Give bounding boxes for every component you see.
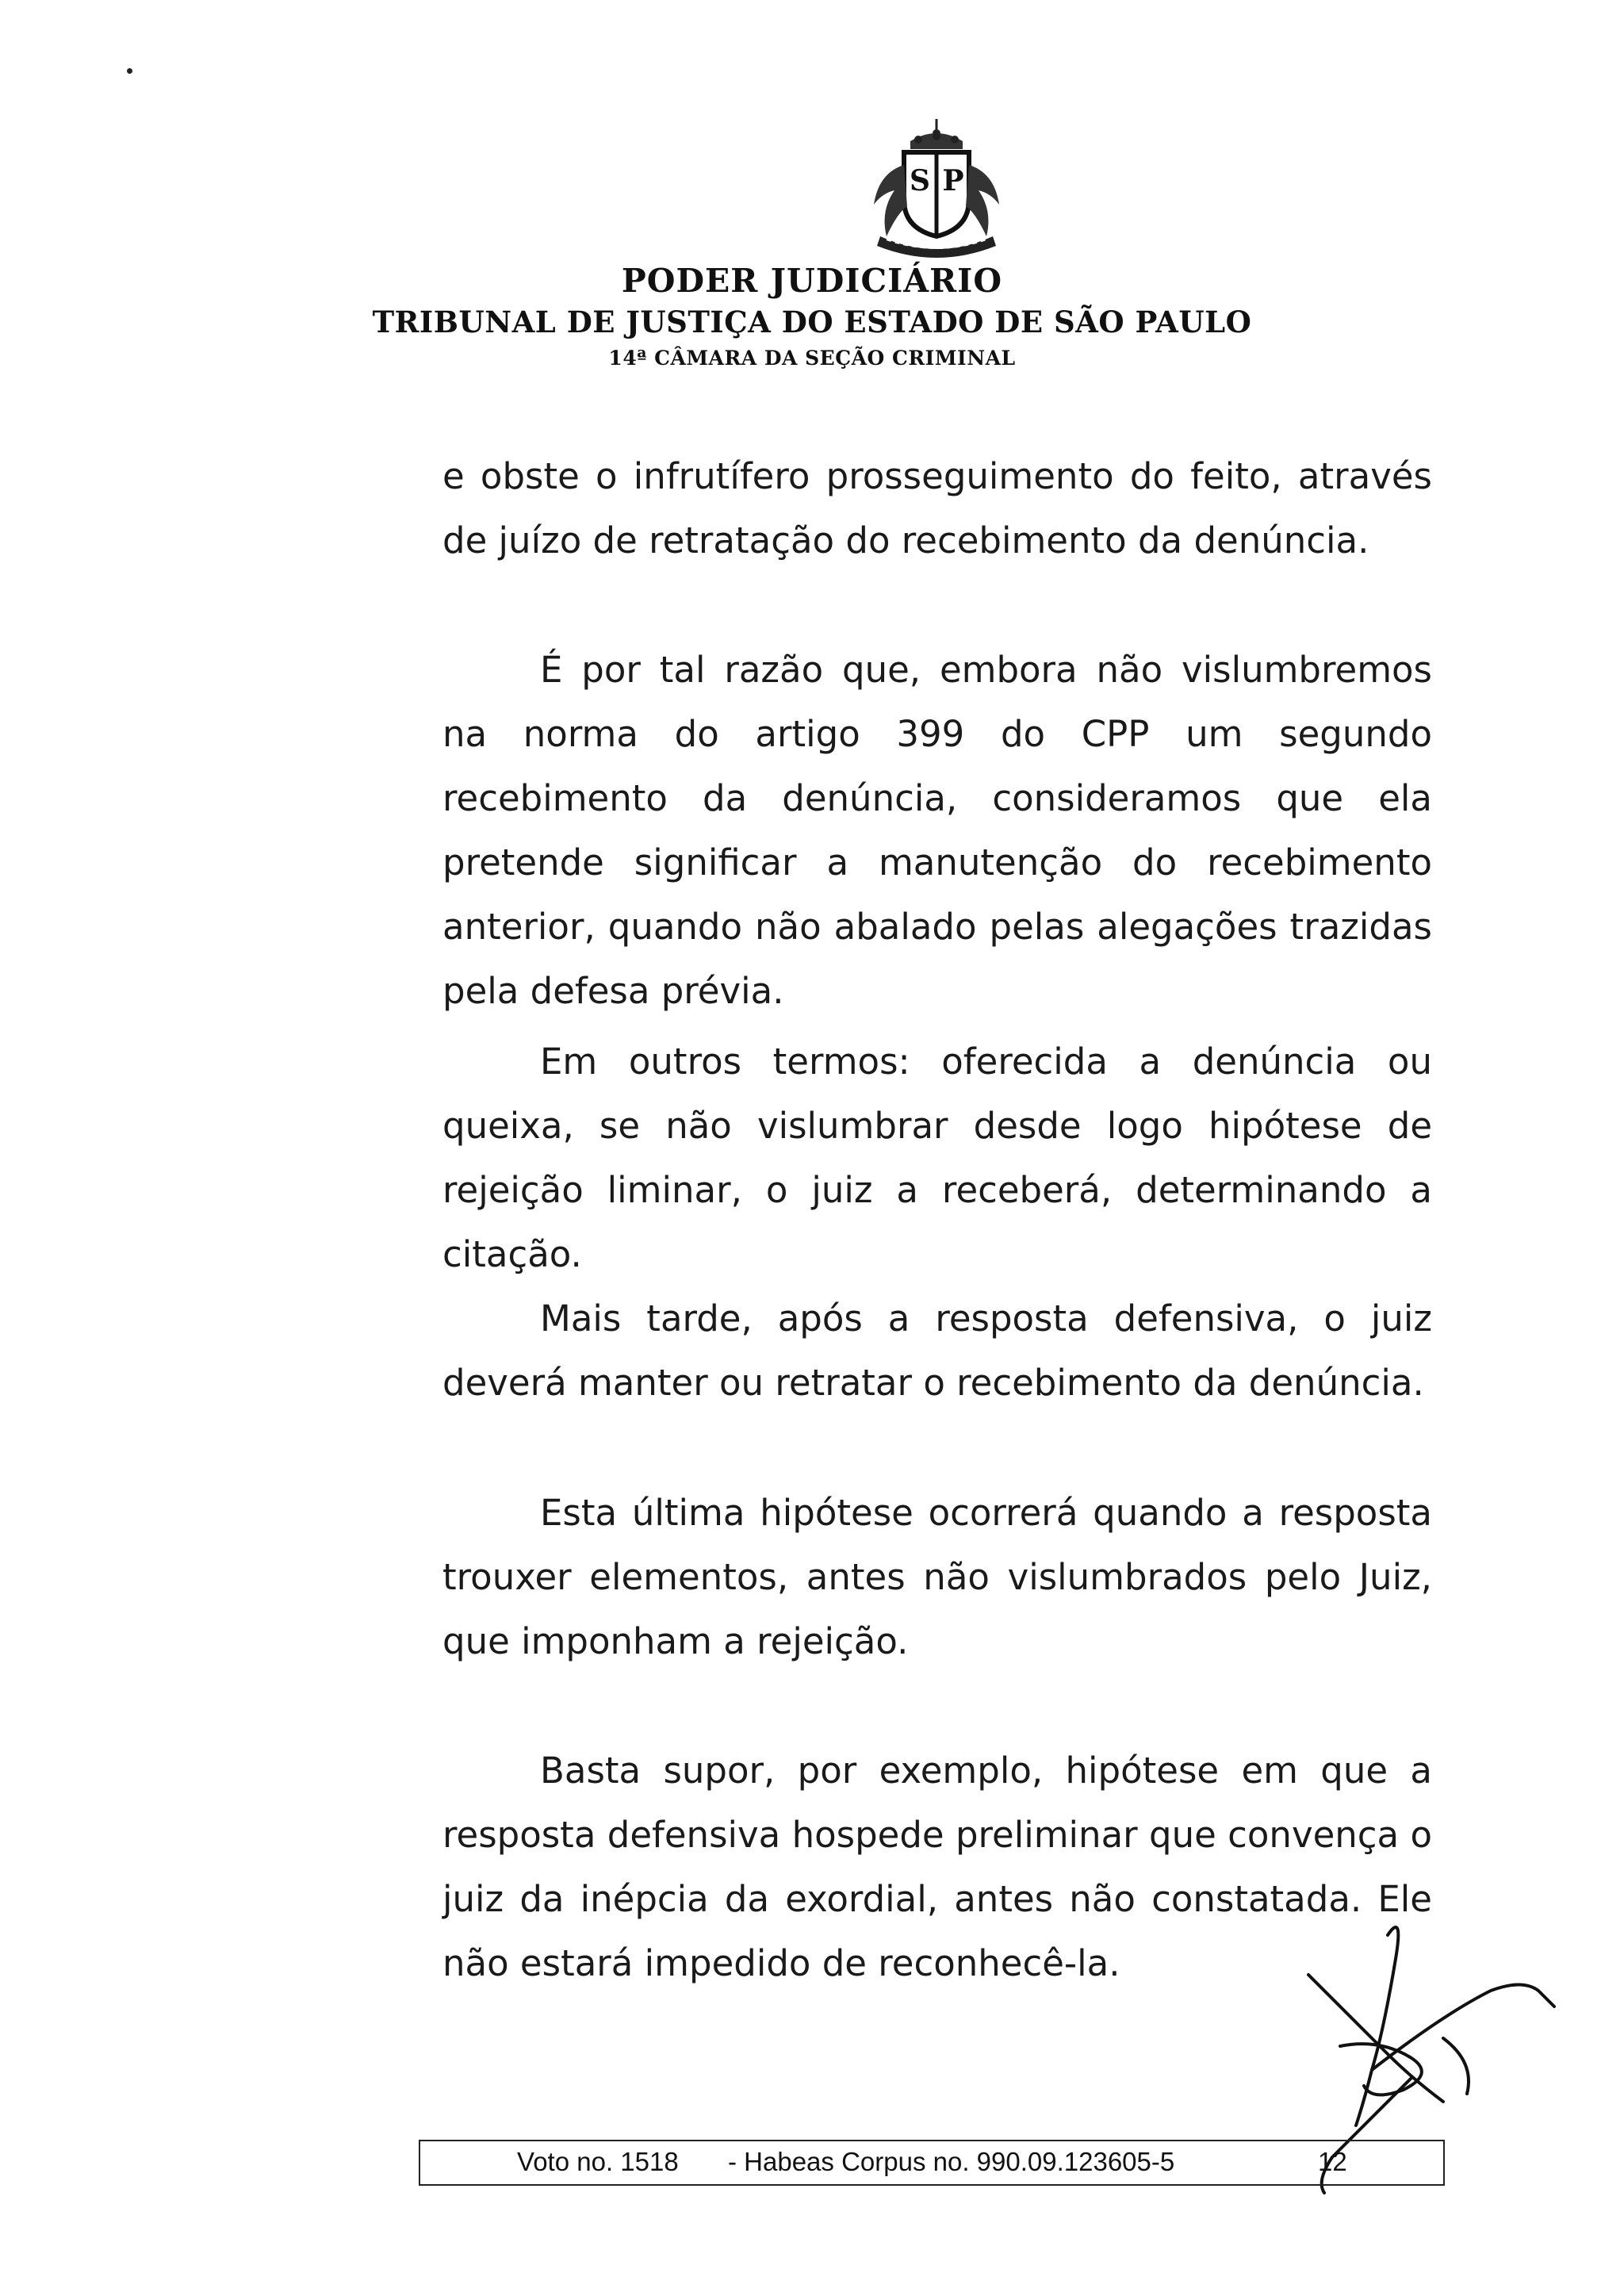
header-tribunal: TRIBUNAL DE JUSTIÇA DO ESTADO DE SÃO PAULO	[372, 305, 1252, 339]
paragraph-6: Basta supor, por exemplo, hipótese em que a resposta defensiva hospede preliminar que convença o juiz da inépcia da exordial, antes não constatada. Ele não estará impedido de reconhecê-la.	[442, 1750, 1432, 1984]
paragraph-4: Mais tarde, após a resposta defensiva, o juiz deverá manter ou retratar o recebimento da denúncia.	[442, 1297, 1432, 1404]
paragraph-3: Em outros termos: oferecida a denúncia ou queixa, se não vislumbrar desde logo hipótese de rejeição liminar, o juiz a receberá, determinando a citação.	[442, 1041, 1432, 1275]
header-poder-judiciario: PODER JUDICIÁRIO	[621, 262, 1003, 300]
footer-case-number: - Habeas Corpus no. 990.09.123605-5	[728, 2147, 1175, 2176]
stray-mark	[127, 68, 132, 74]
seal-letter-p: P	[942, 164, 964, 197]
paragraph-5: Esta última hipótese ocorrerá quando a resposta trouxer elementos, antes não vislumbrados pelo Juiz, que imponham a rejeição.	[442, 1492, 1432, 1662]
footer-page-number: 12	[1318, 2147, 1347, 2176]
header-camara: 14ª CÂMARA DA SEÇÃO CRIMINAL	[608, 347, 1016, 370]
court-seal-emblem	[863, 117, 1010, 262]
paragraph-1: e obste o infrutífero prosseguimento do feito, através de juízo de retratação do recebimento da denúncia.	[442, 455, 1432, 562]
footer-voto: Voto no. 1518	[517, 2147, 679, 2176]
seal-letter-s: S	[910, 164, 930, 197]
paragraph-2: É por tal razão que, embora não vislumbremos na norma do artigo 399 do CPP um segundo recebimento da denúncia, consideramos que ela pretende significar a manutenção do recebimento anterior, quando não abalado pelas alegações trazidas pela defesa prévia.	[442, 649, 1432, 1012]
